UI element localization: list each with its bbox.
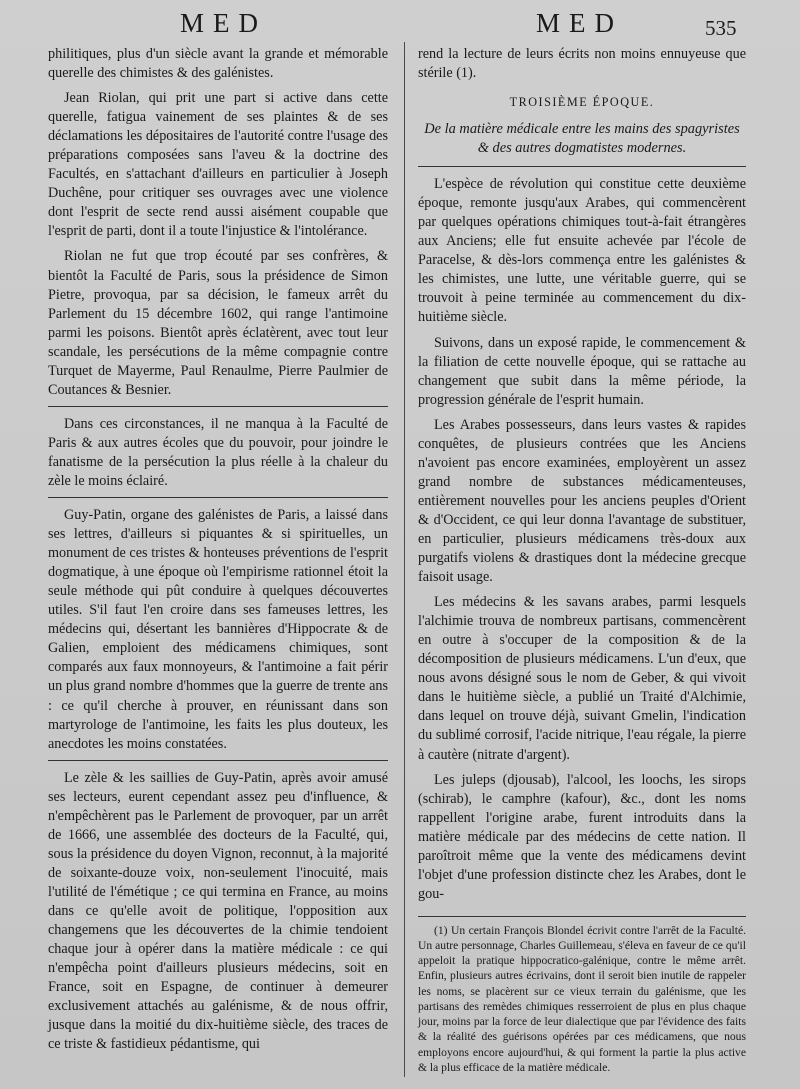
paragraph: Dans ces circonstances, il ne manqua à la Faculté de Paris & aux autres écoles que du pouvoir, pour joindre le fanatisme de la persécution la plus réelle à la chaleur du zèle le moins éclairé. <box>48 415 388 489</box>
running-head-right: MED <box>536 8 623 38</box>
left-column <box>48 45 388 1060</box>
separator-rule <box>48 497 388 498</box>
paragraph: Suivons, dans un exposé rapide, le commencement & la filiation de cette nouvelle époque, qui se rattache au changement que subit dans la même période, la progression générale de l'esprit humain. <box>418 334 746 408</box>
paragraph: Riolan ne fut que trop écouté par ses confrères, & bientôt la Faculté de Paris, sous la présidence de Simon Pietre, provoqua, par sa décision, le fameux arrêt du Parlement du 15 décembre 1602, qui range l'antimoine parmi les poisons. Bientôt après éclatèrent, avec tout leur scandale, les persécutions de la même compagnie contre Turquet de Mayerme, Paul Renaulme, Pierre Paulmier de Coutances & Besnier. <box>48 248 388 398</box>
paragraph: Le zèle & les saillies de Guy-Patin, après avoir amusé ses lecteurs, eurent cependant assez peu d'influence, & n'empêchèrent pas le Parlement de provoquer, par un arrêt de 1666, une assemblée des docteurs de la Faculté, qui, sous la présidence du doyen Vignon, reconnut, à la majorité de soixante-douze voix, non-seulement l'inocuité, mais l'utilité de l'émétique ; ce qui termina en France, au moins dans ce qu'elle avoit de politique, l'opposition aux changemens que les découvertes de la chimie tendoient chaque jour à opérer dans la matière médicale : ce qui n'empêcha point d'ailleurs plusieurs médecins, soit en France, soit en Espagne, de continuer à demeurer exclusivement attachés au galénisme, & de nous offrir, jusque dans la moitié du dix-huitième siècle, des traces de ce triste & fastidieux pédantisme, qui <box>48 769 388 1053</box>
section-heading: TROISIÈME ÉPOQUE. <box>509 95 655 110</box>
page-number: 535 <box>705 16 737 40</box>
paragraph: rend la lecture de leurs écrits non moins ennuyeuse que stérile (1). <box>418 46 746 82</box>
section-subtitle: De la matière médicale entre les mains des spagyristes & des autres dogmatistes modernes. <box>424 121 740 157</box>
separator-rule <box>418 166 746 167</box>
footnote-rule <box>418 916 746 917</box>
paragraph: Les médecins & les savans arabes, parmi lesquels l'alchimie trouva de nombreux partisans, commencèrent en outre à s'occuper de la composition & de la décomposition de plusieurs médicamens. L'un d'eux, que nous avons désigné sous le nom de Geber, & qui vivoit dans le huitième siècle, a publié un Traité d'Alchimie, dans lequel on trouve déjà, suivant Gmelin, l'indication du sublimé corrosif, l'acide nitrique, l'eau régale, la pierre à cautère (nitrate d'argent). <box>418 594 746 763</box>
paragraph: Guy-Patin, organe des galénistes de Paris, a laissé dans ses lettres, d'ailleurs si piquantes & si spirituelles, un monument de ces tristes & honteuses préventions de l'esprit dogmatique, à une époque où l'empirisme rationnel étoit la seule méthode qui pût conduire à quelques découvertes utiles. S'il faut l'en croire dans ses fameuses lettres, les médecins qui, désertant les bannières d'Hippocrate & de Galien, emploient des médicamens chimiques, sont comparés aux faux monnoyeurs, & l'antimoine a fait périr un plus grand nombre d'hommes que la guerre de trente ans : ce qu'il cherche à prouver, en réunissant dans son martyrologe de l'antimoine, les faits les plus douteux, les anecdotes les moins constatées. <box>48 507 388 752</box>
separator-rule <box>48 760 388 761</box>
paragraph: L'espèce de révolution qui constitue cette deuxième époque, remonte jusqu'aux Arabes, qui commencèrent par quelques opérations chimiques tout-à-fait étrangères aux Anciens; elle fut ensuite achevée par l'école de Paracelse, & dès-lors commença entre les galénistes & les chimistes, une lutte, une véritable guerre, qui se trouvoit à peine terminée au commencement du dix-huitième siècle. <box>418 176 746 326</box>
running-head-left: MED <box>180 8 267 38</box>
column-divider <box>404 42 405 1077</box>
right-column <box>418 45 746 1081</box>
paragraph: Jean Riolan, qui prit une part si active dans cette querelle, fatigua vainement de ses plaintes & de ses déclamations les dépositaires de l'autorité contre l'usage des préparations composées sans l'aveu & la doctrine des Facultés, en s'attachant d'ailleurs en particulier à Joseph Duchêne, pour critiquer ses ouvrages avec une violence dont l'esprit de secte rend aussi aisément coupable que l'esprit de parti, dont il a toute l'injustice & l'intolérance. <box>48 90 388 240</box>
paragraph: philitiques, plus d'un siècle avant la grande et mémorable querelle des chimistes & des galénistes. <box>48 46 388 82</box>
paragraph: Les juleps (djousab), l'alcool, les loochs, les sirops (schirab), le camphre (kafour), &c., dont les noms rappellent l'origine arabe, furent introduits dans la matière médicale par des médecins de cette nation. Il paroîtroit même que la vente des médicamens devint l'objet d'une profession distincte chez les Arabes, dont le gou- <box>418 771 746 902</box>
paragraph: Les Arabes possesseurs, dans leurs vastes & rapides conquêtes, de plusieurs contrées que les Anciens n'avoient pas encore examinées, employèrent un assez grand nombre de substances médicamenteuses, entièrement nouvelles pour les anciens peuples d'Orient & d'Occident, ce qui leur donna l'avantage de substituer, en particulier, plusieurs médicamens très-doux aux purgatifs violens & drastiques dont la médecine grecque faisoit usage. <box>418 416 746 586</box>
footnote: (1) Un certain François Blondel écrivit contre l'arrêt de la Faculté. Un autre personnage, Charles Guillemeau, s'éleva en faveur de ce qu'il appeloit la pratique hippocratico-galénique, contre le même arrêt. Enfin, plusieurs autres écrivains, dont il seroit bien inutile de rappeler les noms, se placèrent sur ce vieux terrain du galénisme, que les partisans des remèdes chimiques resserroient de plus en plus chaque jour, moins par la force de leur dialectique que par l'évidence des faits & la réalité des guérisons opérées par ces médicamens, que nous employons encore aujourd'hui, & qui forment la partie la plus active & la plus efficace de la matière médicale. <box>418 923 746 1074</box>
separator-rule <box>48 406 388 407</box>
